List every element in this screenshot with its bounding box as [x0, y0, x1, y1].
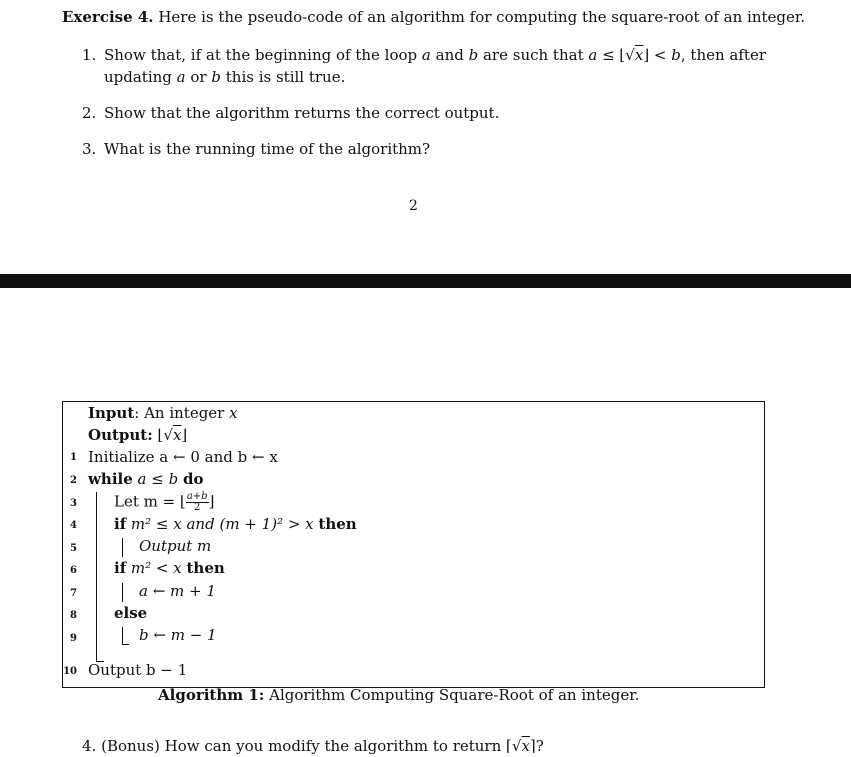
keyword: while — [88, 470, 133, 488]
algorithm-input: Input: An integer x — [88, 404, 238, 422]
line-number: 6 — [70, 565, 77, 576]
else-block-foot — [122, 644, 129, 645]
question-text: Show that, if at the beginning of the loop — [104, 46, 422, 64]
question-number: 1. — [82, 46, 97, 64]
if-block-rule — [122, 538, 123, 557]
keyword: if — [114, 515, 127, 533]
line-number: 8 — [70, 610, 77, 621]
condition: a ≤ b — [132, 470, 183, 488]
algo-line-9: b ← m − 1 — [139, 626, 217, 644]
question-item — [82, 102, 772, 124]
output-label: Output: — [88, 426, 153, 444]
question-list — [82, 44, 772, 174]
input-label: Input — [88, 404, 135, 422]
algo-line-8: else — [114, 604, 148, 622]
question-text: Show that the algorithm returns the correct output. — [104, 104, 500, 122]
line-text: Let m = ⌊ — [114, 492, 186, 511]
line-number: 5 — [70, 543, 77, 554]
line-number: 1 — [70, 452, 77, 463]
question-item — [82, 138, 772, 160]
algorithm-output: Output: ⌊√x⌋ — [88, 426, 188, 444]
keyword: then — [318, 515, 357, 533]
question-text: What is the running time of the algorithm? — [104, 140, 431, 158]
keyword: then — [186, 559, 225, 577]
condition: m² < x — [126, 559, 187, 577]
algo-line-7: a ← m + 1 — [139, 582, 216, 600]
line-number: 7 — [70, 588, 77, 599]
caption-label: Algorithm 1: — [158, 686, 265, 704]
line-number: 2 — [70, 475, 77, 486]
algo-line-2 — [88, 470, 203, 488]
page-separator — [0, 274, 851, 288]
if-block-rule — [122, 583, 123, 602]
algorithm-box — [62, 401, 765, 688]
algo-line-3: Let m = ⌊ $\frac{a+b}{2}$ ⌋ — [114, 491, 215, 513]
page-top — [0, 0, 851, 275]
question-item: 1. Show that, if at the beginning of the loop a and b are such that a ≤ ⌊√x⌋ < b, then after updating a or b this is still true. — [82, 46, 766, 86]
line-number: 9 — [70, 633, 77, 644]
fraction: $\frac{a+b}{2}$ — [186, 491, 208, 513]
line-number: 10 — [63, 666, 77, 677]
question-text: (Bonus) How can you modify the algorithm to return — [101, 737, 507, 755]
question-number: 4. — [82, 737, 97, 755]
algo-line-5: Output m — [139, 537, 212, 555]
line-number: 3 — [70, 498, 77, 509]
caption-text: Algorithm Computing Square-Root of an integer. — [269, 686, 640, 704]
page-number: 2 — [409, 198, 418, 214]
question-text: this is still true. — [220, 68, 346, 86]
question-number: 2. — [82, 104, 97, 122]
question-number: 3. — [82, 140, 97, 158]
keyword: do — [182, 470, 204, 488]
algo-line-4 — [114, 515, 357, 533]
condition: m² ≤ x and (m + 1)² > x — [126, 515, 319, 533]
question-text: , then after updating — [104, 46, 766, 86]
algo-line-6 — [114, 559, 225, 577]
bonus-question: 4. (Bonus) How can you modify the algorithm to return ⌈√x⌉? — [82, 737, 544, 755]
exercise-intro: Here is the pseudo-code of an algorithm for computing the square-root of an integer. — [158, 8, 806, 26]
else-block-rule — [122, 627, 123, 645]
exercise-label: Exercise 4. — [62, 8, 154, 26]
while-block-rule — [96, 492, 97, 662]
exercise-heading — [62, 8, 805, 26]
question-text: are such that — [478, 46, 589, 64]
question-text: and — [430, 46, 469, 64]
algo-line-1: Initialize a ← 0 and b ← x — [88, 448, 278, 466]
algo-line-10: Output b − 1 — [88, 661, 188, 679]
line-number: 4 — [70, 520, 77, 531]
algorithm-caption — [158, 686, 640, 704]
question-text: or — [185, 68, 212, 86]
input-text: : An integer — [134, 404, 230, 422]
keyword: if — [114, 559, 127, 577]
